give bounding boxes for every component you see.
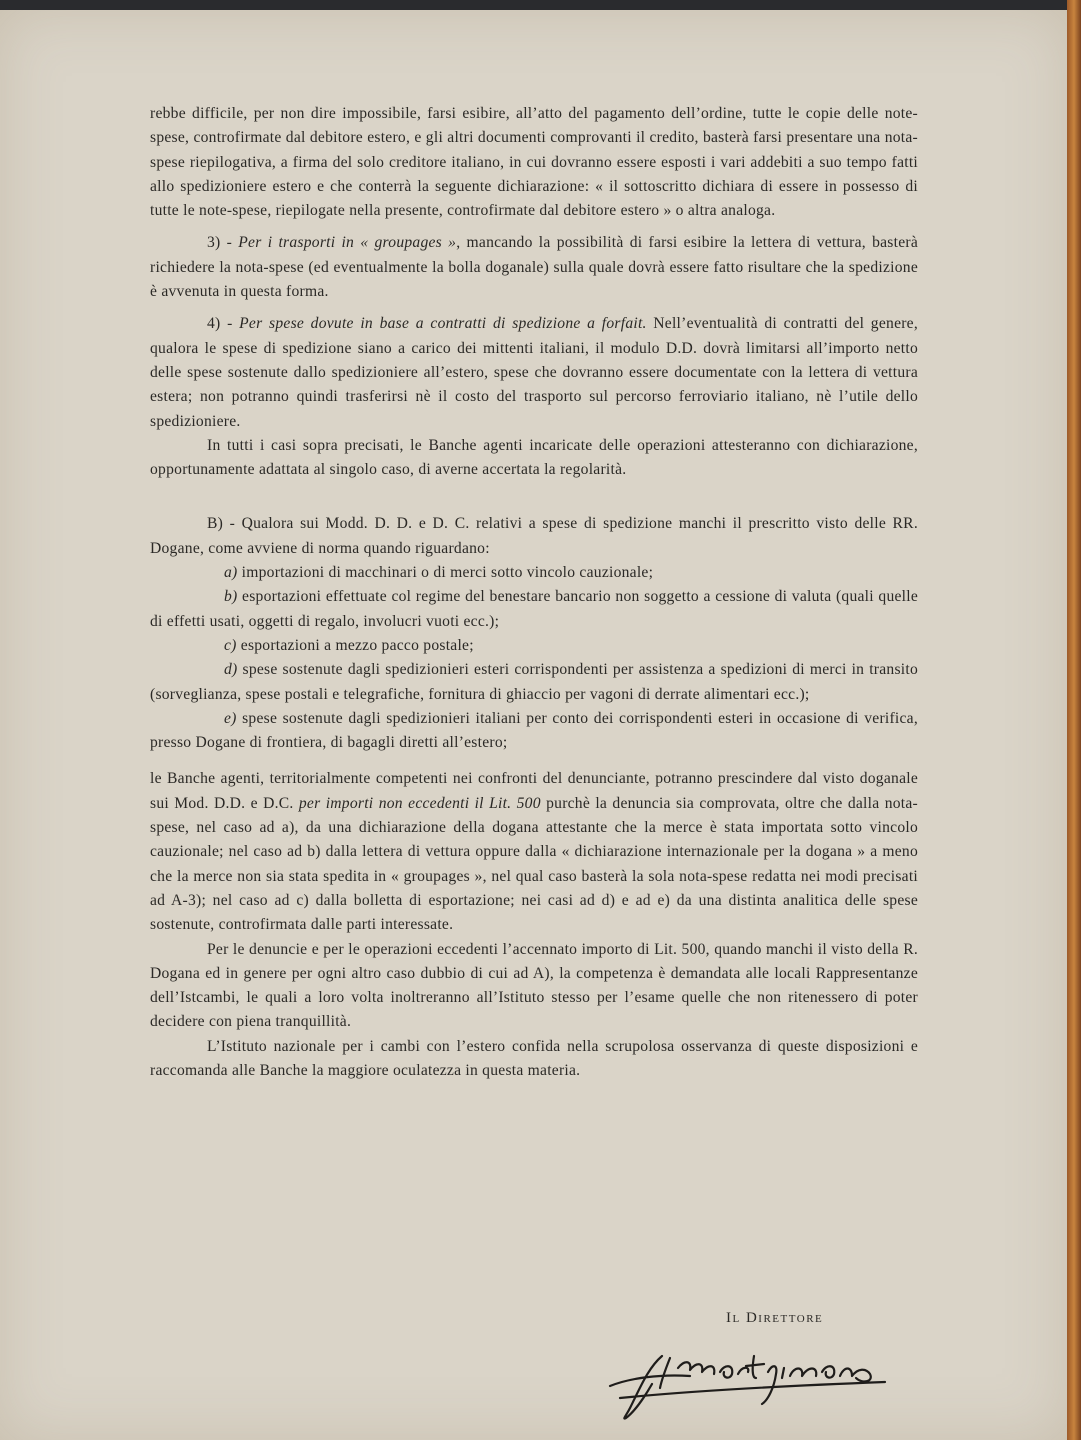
item-number: 4) -: [207, 315, 240, 333]
list-item-b: [150, 585, 918, 634]
list-letter: d): [224, 661, 238, 679]
emphasized-text: per importi non eccedenti il Lit. 500: [298, 794, 541, 812]
list-letter: e): [224, 709, 237, 727]
list-item-c: [150, 634, 918, 658]
book-page-edge: [1067, 0, 1081, 1440]
paragraph-section-b: B) - Qualora sui Modd. D. D. e D. C. relativi a spese di spedizione manchi il prescritto visto delle RR. Dogane, come avviene di norma quando riguardano:: [150, 515, 918, 557]
list-item-a: [150, 561, 918, 585]
list-text: esportazioni effettuate col regime del benestare bancario non soggetto a cessione di valuta (quali quelle di effetti usati, oggetti di regalo, involucri vuoti ecc.);: [150, 588, 918, 630]
list-item-e: [150, 707, 918, 756]
paragraph-continuation: rebbe difficile, per non dire impossibile, farsi esibire, all’atto del pagamento dell’ordine, tutte le copie delle note-spese, controfirmate dal debitore estero, e gli altri documenti comprovanti il credito, basterà farsi presentare una nota-spese riepilogativa, a firma del solo creditore italiano, in cui dovranno essere esposti i vari addebiti a suo tempo fatti allo spedizioniere estero e che conterrà la seguente dichiarazione: « il sottoscritto dichiara di essere in possesso di tutte le note-spese, riepilogate nella presente, controfirmate dal debitore estero » o altra analoga.: [150, 105, 918, 220]
list-text: spese sostenute dagli spedizionieri esteri corrispondenti per assistenza a spedizioni di merci in transito (sorveglianza, spese postali e telegrafiche, fornitura di ghiaccio per vagoni di derrate alimentari ecc.);: [150, 661, 918, 703]
document-page: [0, 10, 1068, 1440]
paragraph-text: le Banche agenti, territorialmente competenti nei confronti del denunciante, potranno prescindere dal visto doganale sui Mod. D.D. e D.C.: [150, 770, 918, 812]
paragraph-istituto: L’Istituto nazionale per i cambi con l’estero confida nella scrupolosa osservanza di queste disposizioni e raccomanda alle Banche la maggiore oculatezza in questa materia.: [150, 1037, 918, 1079]
list-item-d: [150, 658, 918, 707]
list-letter: a): [224, 564, 238, 582]
item-text: , mancando la possibilità di farsi esibire la lettera di vettura, basterà richiedere la nota-spese (ed eventualmente la bolla doganale) sulla quale dovrà essere fatto risultare che la spedizione è avvenuta in questa forma.: [150, 234, 918, 301]
signatory-title: Il Direttore: [726, 1310, 824, 1326]
item-text: Nell’eventualità di contratti del genere, qualora le spese di spedizione siano a carico dei mittenti italiani, il modulo D.D. dovrà limitarsi all’importo netto delle spese sostenute dallo spedizioniere all’estero, spese che dovranno essere documentate con la lettera di vettura estera; non potranno quindi trasferirsi nè il costo del trasporto sul percorso ferroviario italiano, nè l’utile dello spedizioniere.: [150, 315, 918, 430]
list-text: esportazioni a mezzo pacco postale;: [236, 636, 474, 654]
item-heading: Per spese dovute in base a contratti di spedizione a forfait.: [239, 315, 647, 333]
list-letter: c): [224, 636, 237, 654]
paragraph-forfait: [150, 312, 918, 433]
item-heading: Per i trasporti in « groupages »: [238, 234, 457, 252]
list-letter: b): [224, 588, 238, 606]
paragraph-text: purchè la denuncia sia comprovata, oltre che dalla nota-spese, nel caso ad a), da una dichiarazione della dogana attestante che la merce è stata importata sotto vincolo cauzionale; nel caso ad b) dalla lettera di vettura oppure dalla « dichiarazione internazionale per la dogana » a meno che la merce non sia stata spedita in « groupages », nel qual caso basterà la sola nota-spese redatta nei modi precisati ad A-3); nel caso ad c) dalla bolletta di esportazione; nei casi ad d) e ad e) da una distinta analitica delle spese sostenute, controfirmata dalle parti interessate.: [150, 794, 918, 934]
paragraph-banche-agenti: [150, 767, 918, 937]
body-text: [150, 102, 918, 1083]
item-number: 3) -: [207, 234, 239, 252]
paragraph-groupages: [150, 231, 918, 304]
list-text: spese sostenute dagli spedizionieri italiani per conto dei corrispondenti esteri in occasione di verifica, presso Dogane di frontiera, di bagagli diretti all’estero;: [150, 709, 918, 752]
paragraph-summary: In tutti i casi sopra precisati, le Banche agenti incaricate delle operazioni attesteranno con dichiarazione, opportunamente adattata al singolo caso, di averne accertata la regolarità.: [150, 436, 918, 479]
paragraph-denuncie: Per le denuncie e per le operazioni eccedenti l’accennato importo di Lit. 500, quando manchi il visto della R. Dogana ed in genere per ogni altro caso dubbio di cui ad A), la competenza è demandata alle locali Rappresentanze dell’Istcambi, le quali a loro volta inoltreranno all’Istituto stesso per l’esame quelle che non ritenessero di poter decidere con piena tranquillità.: [150, 940, 918, 1031]
handwritten-signature: [600, 1338, 900, 1428]
list-text: importazioni di macchinari o di merci sotto vincolo cauzionale;: [237, 564, 654, 582]
